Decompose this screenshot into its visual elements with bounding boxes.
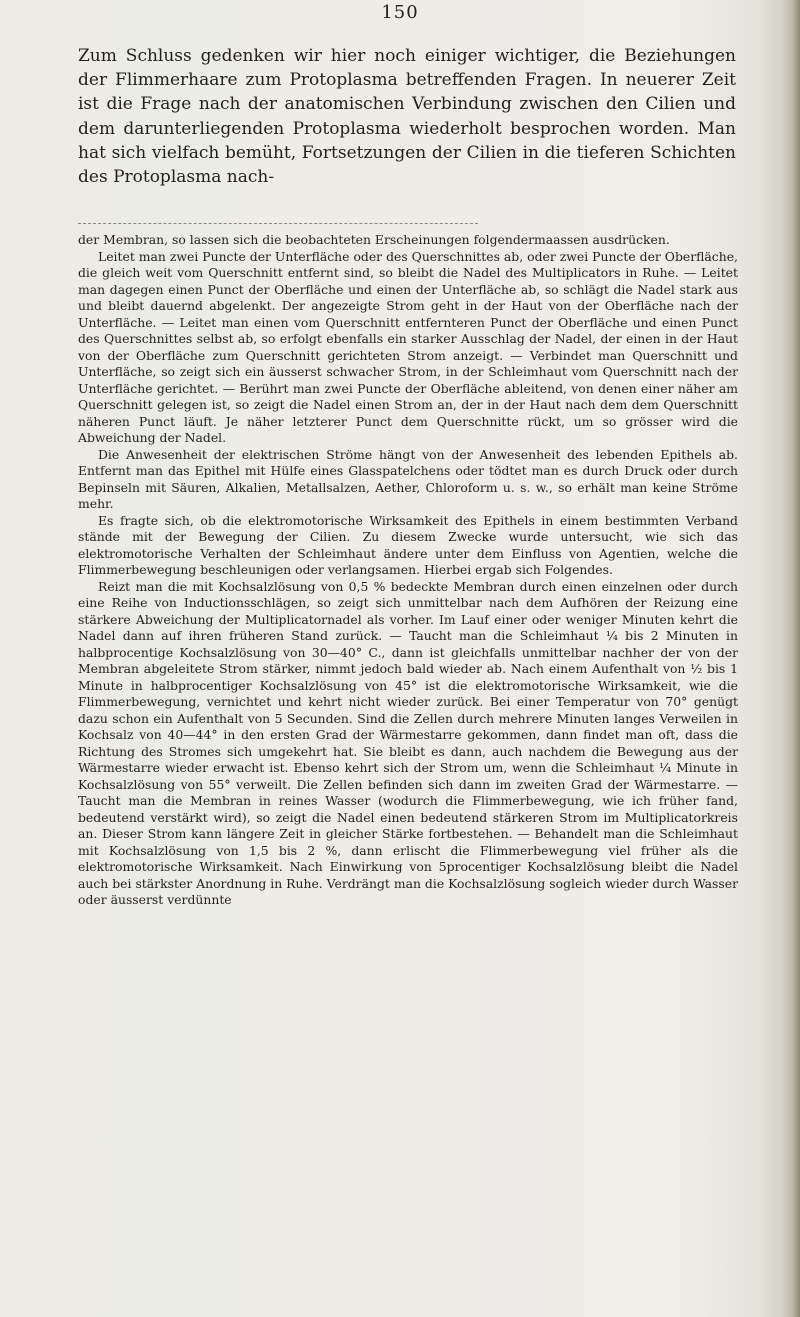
section-divider [78,223,478,224]
body-text [78,232,738,909]
paragraph-experiments: Reizt man die mit Kochsalzlösung von 0,5 % bedeckte Membran durch einen einzelnen oder durch eine Reihe von Inductionsschlägen, so zeigt sich unmittelbar nach dem Aufhören der Reizung eine stärkere Abweichung der Multiplicatornadel als vorher. Im Lauf einer oder weniger Minuten kehrt die Nadel dann auf ihren früheren Stand zurück. — Taucht man die Schleimhaut ¼ bis 2 Minuten in halbprocentige Kochsalzlösung von 30—40° C., dann ist gleichfalls unmittelbar nachher der von der Membran abgeleitete Strom stärker, nimmt jedoch bald wieder ab. Nach einem Aufenthalt von ½ bis 1 Minute in halbprocentiger Kochsalzlösung von 45° ist die elektromotorische Wirksamkeit, wie die Flimmerbewegung, vernichtet und kehrt nicht wieder zurück. Bei einer Temperatur von 70° genügt dazu schon ein Aufenthalt von 5 Secunden. Sind die Zellen durch mehrere Minuten langes Verweilen in Kochsalz von 40—44° in den ersten Grad der Wärmestarre gekommen, dann findet man oft, dass die Richtung des Stromes sich umgekehrt hat. Sie bleibt es dann, auch nachdem die Bewegung aus der Wärmestarre wieder erwacht ist. Ebenso kehrt sich der Strom um, wenn die Schleimhaut ¼ Minute in Kochsalzlösung von 55° verweilt. Die Zellen befinden sich dann im zweiten Grad der Wärmestarre. — Taucht man die Membran in reines Wasser (wodurch die Flimmerbewegung, wie ich früher fand, bedeutend verstärkt wird), so zeigt die Nadel einen bedeutend stärkeren Strom im Multiplicatorkreis an. Dieser Strom kann längere Zeit in gleicher Stärke fortbestehen. — Behandelt man die Schleimhaut mit Kochsalzlösung von 1,5 bis 2 %, dann erlischt die Flimmerbewegung viel früher als die elektromotorische Wirksamkeit. Nach Einwirkung von 5procentiger Kochsalzlösung bleibt die Nadel auch bei stärkster Anordnung in Ruhe. Verdrängt man die Kochsalzlösung sogleich wieder durch Wasser oder äusserst verdünnte [78,578,738,907]
paragraph-epithelium: Die Anwesenheit der elektrischen Ströme hängt von der Anwesenheit des lebenden Epithels ab. Entfernt man das Epithel mit Hülfe eines Glasspatelchens oder tödtet man es durch Druck oder durch Bepinseln mit Säuren, Alkalien, Metallsalzen, Aether, Chloroform u. s. w., so erhält man keine Ströme mehr. [78,446,738,511]
paragraph-question: Es fragte sich, ob die elektromotorische Wirksamkeit des Epithels in einem bestimmten Verband stände mit der Bewegung der Cilien. Zu diesem Zwecke wurde untersucht, wie sich das elektromotorische Verhalten der Schleimhaut ändere unter dem Einfluss von Agentien, welche die Flimmerbewegung beschleunigen oder verlangsamen. Hierbei ergab sich Folgendes. [78,512,738,577]
paragraph-continuation: der Membran, so lassen sich die beobachteten Erscheinungen folgendermaassen ausdrücken. [78,232,670,247]
page-number: 150 [381,2,419,23]
paragraph-current-measurements: Leitet man zwei Puncte der Unterfläche oder des Querschnittes ab, oder zwei Puncte der Oberfläche, die gleich weit vom Querschnitt entfernt sind, so bleibt die Nadel des Multiplicators in Ruhe. — Leitet man dagegen einen Punct der Oberfläche und einen der Unterfläche ab, so schlägt die Nadel stark aus und bleibt dauernd abgelenkt. Der angezeigte Strom geht in der Haut von der Oberfläche nach der Unterfläche. — Leitet man einen vom Querschnitt entfernteren Punct der Oberfläche und einen Punct des Querschnittes selbst ab, so erfolgt ebenfalls ein starker Ausschlag der Nadel, der einen in der Haut von der Oberfläche zum Querschnitt gerichteten Strom anzeigt. — Verbindet man Querschnitt und Unterfläche, so zeigt sich ein äusserst schwacher Strom, in der Schleimhaut vom Querschnitt nach der Unterfläche gerichtet. — Berührt man zwei Puncte der Oberfläche ableitend, von denen einer näher am Querschnitt gelegen ist, so zeigt die Nadel einen Strom an, der in der Haut nach dem dem Querschnitt näheren Punct läuft. Je näher letzterer Punct dem Querschnitte rückt, um so grösser wird die Abweichung der Nadel. [78,248,738,445]
page-edge-shadow [782,0,800,1317]
lead-paragraph: Zum Schluss gedenken wir hier noch einiger wichtiger, die Beziehungen der Flimmerhaare zum Protoplasma betreffenden Fragen. In neuerer Zeit ist die Frage nach der anatomischen Verbindung zwischen den Cilien und dem darunterliegenden Protoplasma wiederholt besprochen worden. Man hat sich vielfach bemüht, Fortsetzungen der Cilien in die tieferen Schichten des Protoplasma nach- [78,46,736,188]
